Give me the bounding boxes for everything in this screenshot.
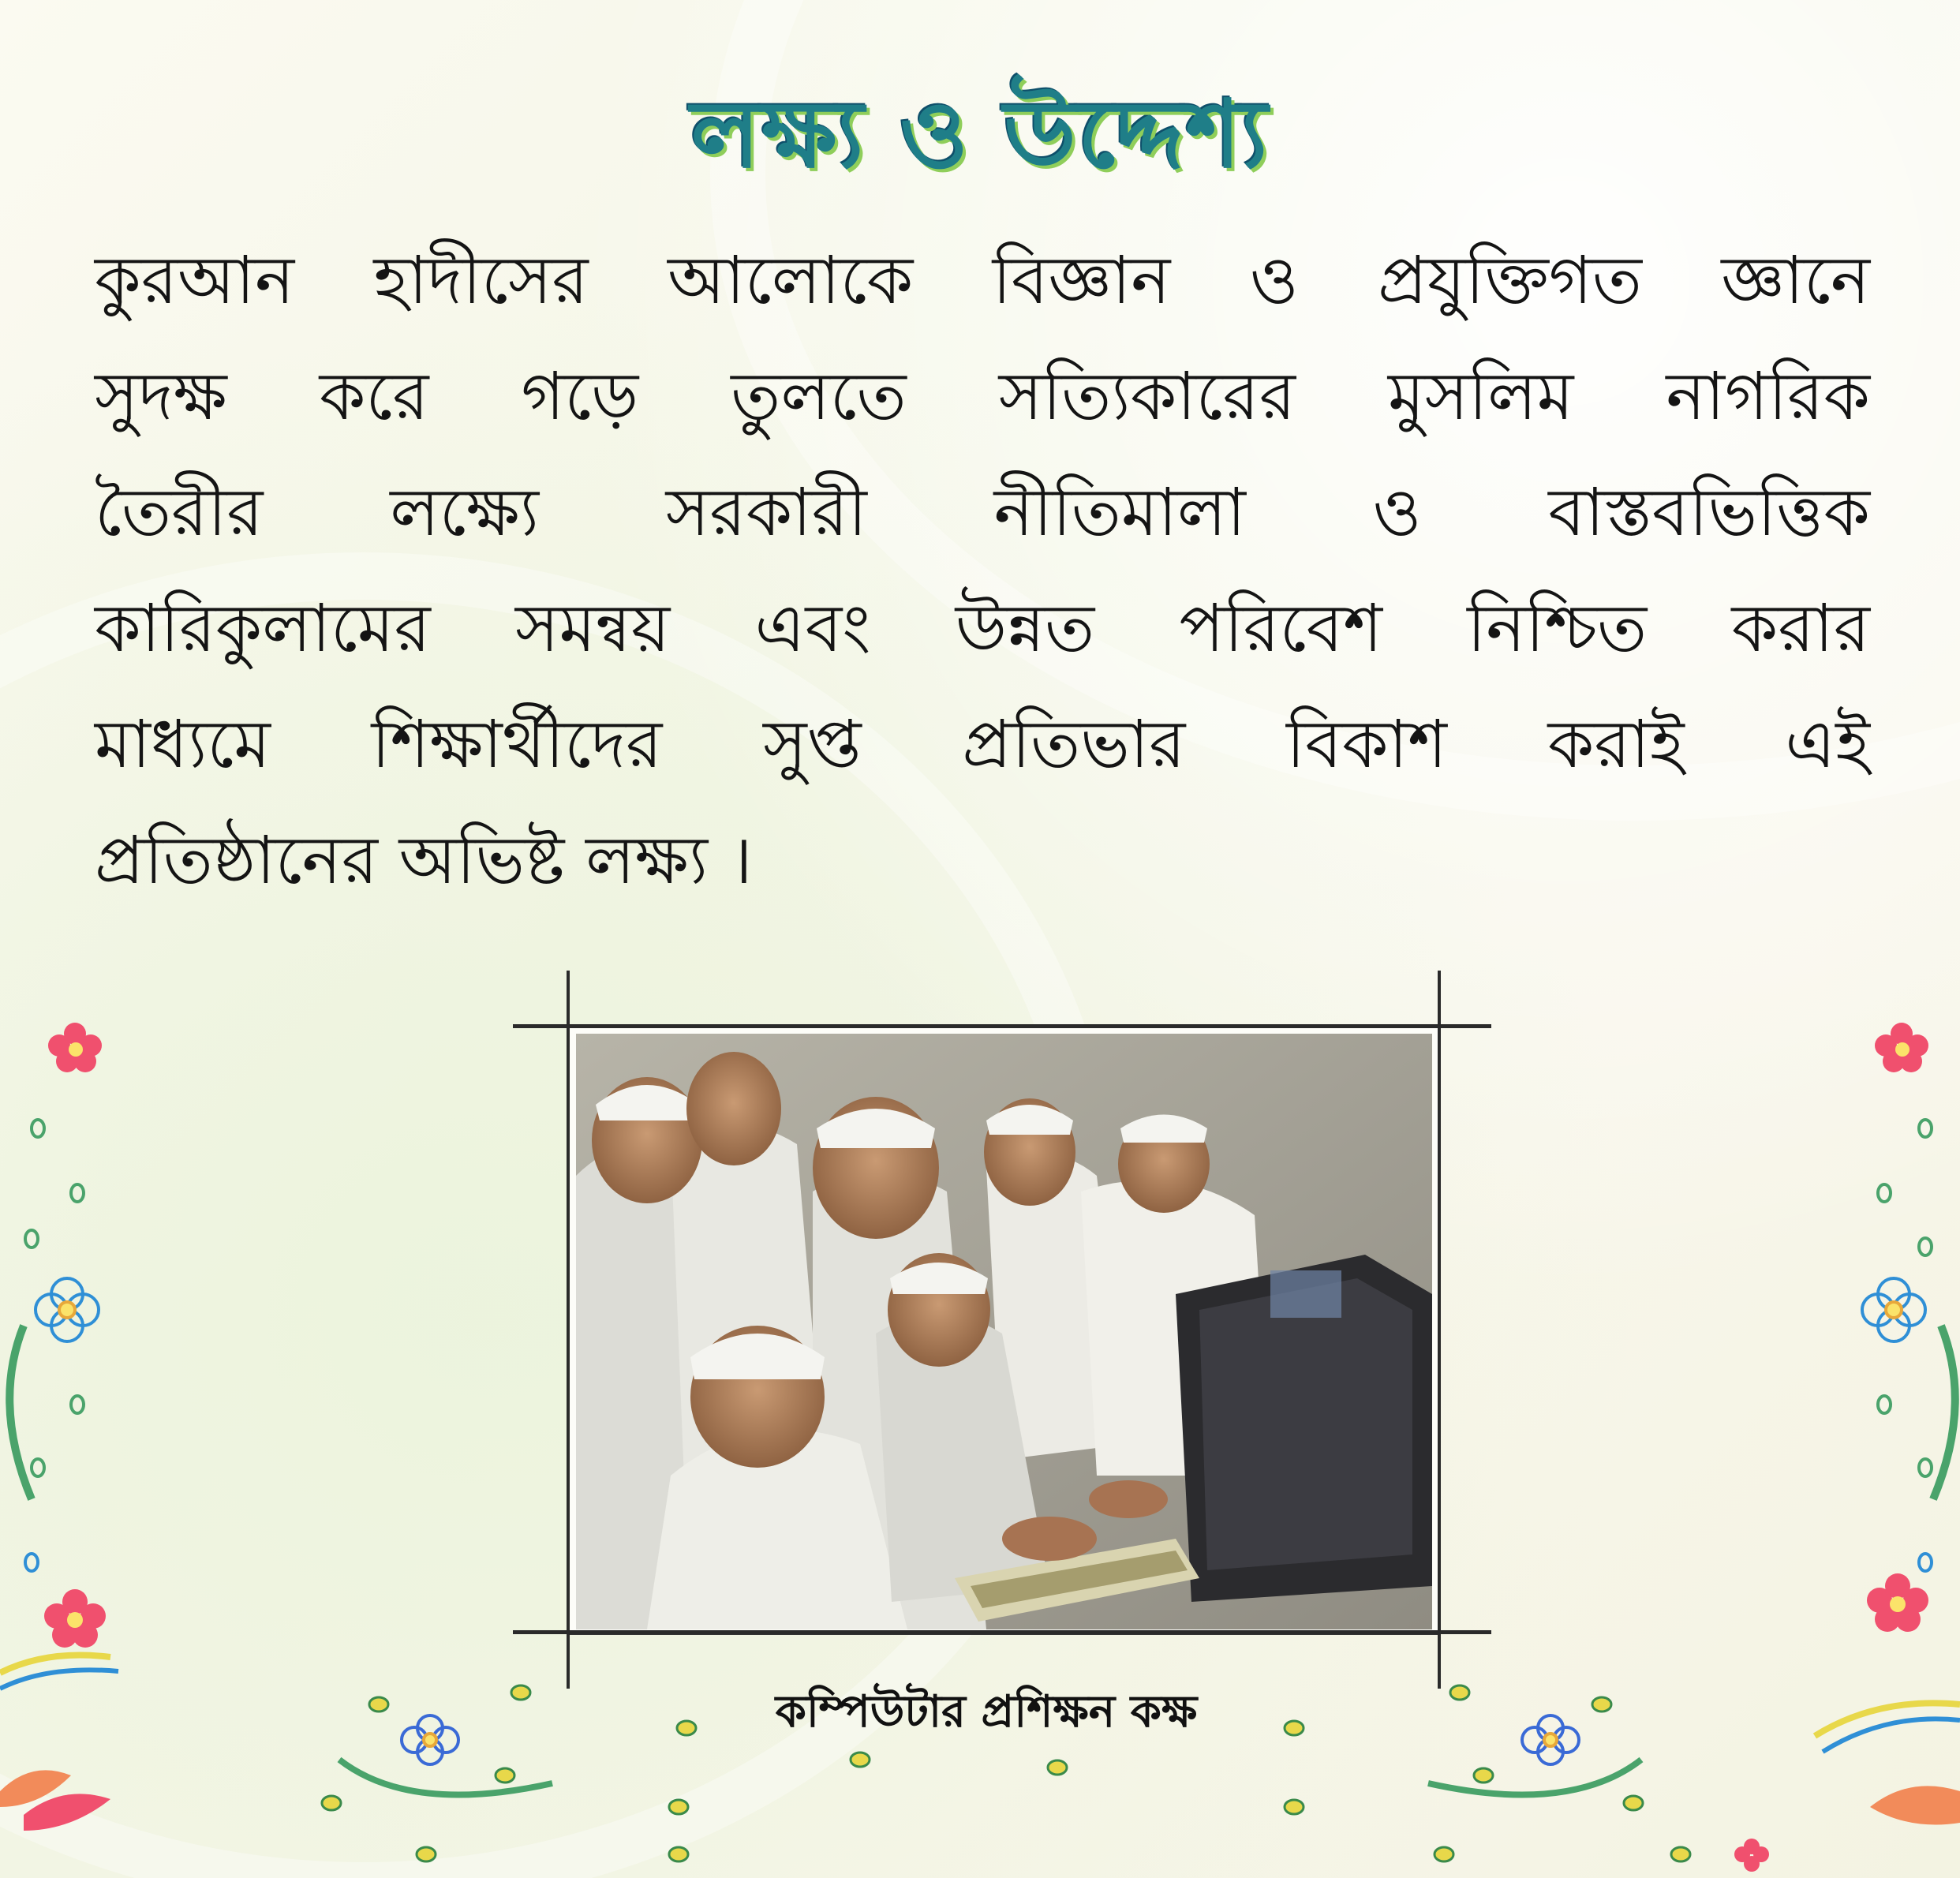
flower-icon <box>48 1023 102 1072</box>
dot-ring-icon <box>1878 1120 1932 1571</box>
page-title: লক্ষ্য ও উদ্দেশ্য <box>690 80 1270 189</box>
frame-rule-top <box>513 1024 1491 1028</box>
flower-icon <box>1875 1023 1928 1072</box>
paragraph-line-4: কারিকুলামের সমন্বয় এবং উন্নত পরিবেশ নিশ্চিত করার <box>95 589 1870 667</box>
paragraph-line-5: মাধ্যমে শিক্ষার্থীদের সুপ্ত প্রতিভার বিকাশ করাই এই <box>95 705 1870 783</box>
flower-outline-icon <box>1862 1278 1925 1341</box>
dot-ring-icon <box>25 1120 84 1571</box>
computer-lab-photo <box>576 1034 1432 1629</box>
flower-icon <box>44 1589 106 1648</box>
frame-rule-bottom <box>513 1630 1491 1634</box>
flower-outline-icon <box>36 1278 99 1341</box>
paragraph-line-6: প্রতিষ্ঠানের অভিষ্ট লক্ষ্য । <box>95 821 753 899</box>
paragraph-line-1: কুরআন হাদীসের আলোকে বিজ্ঞান ও প্রযুক্তিগত জ্ঞানে <box>95 241 1870 319</box>
frame-rule-left <box>567 971 570 1689</box>
frame-rule-right <box>1438 971 1441 1689</box>
flower-icon <box>1867 1573 1928 1632</box>
computer-lab-illustration <box>576 1034 1432 1629</box>
small-flower-icon <box>1734 1839 1769 1872</box>
paragraph-line-3: তৈরীর লক্ষ্যে সরকারী নীতিমালা ও বাস্তবভিত্তিক <box>95 473 1870 551</box>
photo-caption: কম্পিউটার প্রশিক্ষন কক্ষ <box>775 1686 1198 1738</box>
paragraph-line-2: সুদক্ষ করে গড়ে তুলতে সত্যিকারের মুসলিম নাগরিক <box>95 357 1870 435</box>
